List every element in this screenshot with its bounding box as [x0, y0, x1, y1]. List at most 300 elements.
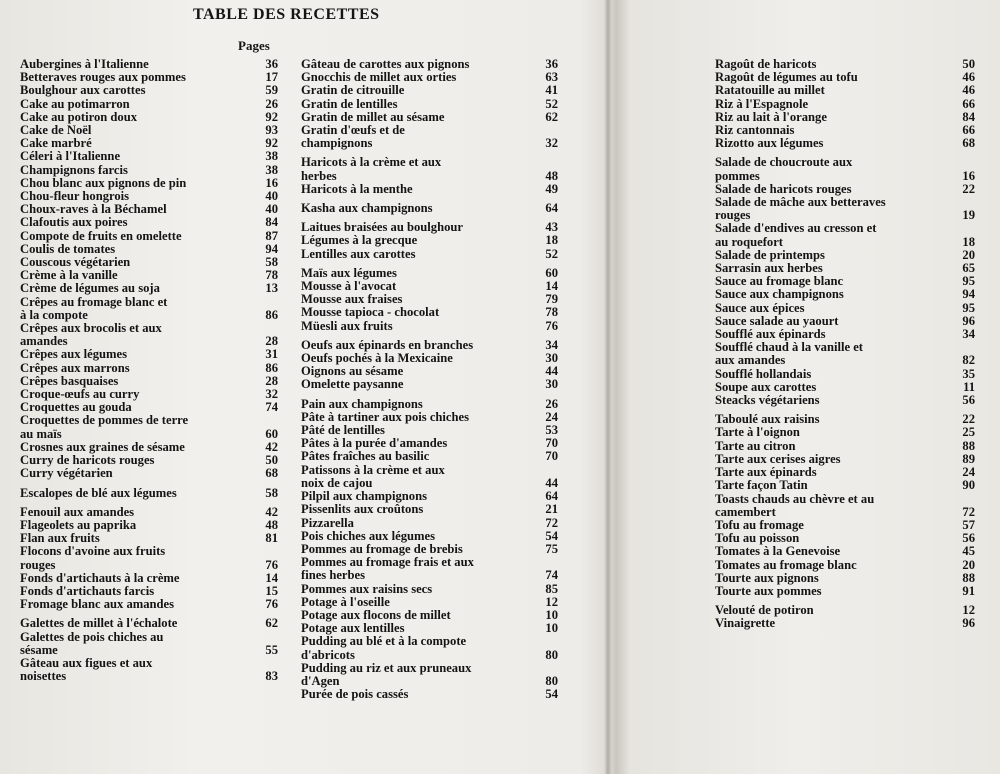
recipe-entry	[20, 467, 278, 480]
recipe-name: Cake au potiron doux	[20, 109, 137, 124]
recipe-name: Salade de mâche aux betteraves rouges	[715, 195, 886, 223]
recipe-name: Croquettes de pommes de terre au maïs	[20, 413, 189, 441]
recipe-name: Ragoût de haricots	[715, 57, 817, 71]
recipe-page-number: 66	[962, 96, 975, 111]
recipe-page-number: 25	[962, 425, 975, 440]
recipe-page-number: 26	[265, 96, 278, 111]
recipe-page-number: 10	[545, 607, 558, 622]
recipe-entry	[20, 362, 278, 375]
recipe-name: Croquettes au gouda	[20, 400, 132, 415]
recipe-page-number: 74	[545, 568, 558, 583]
recipe-page-number: 96	[962, 313, 975, 328]
recipe-page-number: 64	[545, 489, 558, 504]
recipe-entry	[20, 617, 278, 630]
recipe-name: Sauce salade au yaourt	[715, 313, 839, 328]
recipe-name: Aubergines à l'Italienne	[20, 57, 149, 71]
recipe-page-number: 40	[265, 189, 278, 204]
recipe-page-number: 55	[265, 642, 278, 657]
recipe-page-number: 13	[265, 281, 278, 296]
recipe-page-number: 48	[265, 517, 278, 532]
recipe-entry	[301, 635, 558, 661]
recipe-name: Pissenlits aux croûtons	[301, 502, 424, 517]
recipe-page-number: 91	[962, 583, 975, 598]
recipe-page-number: 18	[962, 234, 975, 249]
recipe-page-number: 22	[962, 412, 975, 427]
recipe-name: Toasts chauds au chèvre et au camembert	[715, 491, 875, 519]
recipe-page-number: 32	[545, 136, 558, 151]
recipe-name: Gratin de citrouille	[301, 83, 405, 98]
recipe-name: Riz à l'Espagnole	[715, 96, 809, 111]
recipe-page-number: 52	[545, 96, 558, 111]
recipe-page-number: 79	[545, 292, 558, 307]
recipe-name: Omelette paysanne	[301, 377, 404, 392]
recipe-entry	[715, 137, 975, 150]
pages-column-label: Pages	[238, 38, 270, 53]
recipe-page-number: 42	[265, 439, 278, 454]
recipe-entry	[301, 306, 558, 319]
recipe-page-number: 63	[545, 70, 558, 85]
recipe-name: Sarrasin aux herbes	[715, 261, 823, 276]
recipe-page-number: 14	[265, 570, 278, 585]
recipe-name: Mousse à l'avocat	[301, 279, 397, 294]
recipe-page-number: 60	[265, 426, 278, 441]
recipe-entry	[20, 98, 278, 111]
recipe-name: Compote de fruits en omelette	[20, 228, 182, 243]
recipe-name: Tarte à l'oignon	[715, 425, 800, 440]
recipe-entry	[715, 196, 975, 222]
recipe-page-number: 54	[545, 528, 558, 543]
recipe-page-number: 86	[265, 360, 278, 375]
recipe-page-number: 34	[545, 337, 558, 352]
recipe-name: Laitues braisées au boulghour	[301, 220, 463, 235]
recipe-name: Oignons au sésame	[301, 364, 404, 379]
recipe-entry	[715, 98, 975, 111]
recipe-page-number: 40	[265, 202, 278, 217]
recipe-name: Lentilles aux carottes	[301, 246, 416, 261]
recipe-name: Ratatouille au millet	[715, 83, 825, 98]
recipe-page-number: 50	[265, 453, 278, 468]
recipe-page-number: 12	[962, 603, 975, 618]
recipe-page-number: 80	[545, 647, 558, 662]
recipe-page-number: 12	[545, 594, 558, 609]
recipe-name: Sauce aux épices	[715, 300, 805, 315]
recipe-page-number: 57	[962, 517, 975, 532]
recipe-name: Mousse aux fraises	[301, 292, 403, 307]
recipe-entry	[715, 493, 975, 519]
recipe-entry	[715, 302, 975, 315]
recipe-page-number: 70	[545, 436, 558, 451]
recipe-page-number: 56	[962, 393, 975, 408]
recipe-page-number: 38	[265, 162, 278, 177]
recipe-name: Pizzarella	[301, 515, 354, 530]
recipe-page-number: 46	[962, 83, 975, 98]
recipe-entry	[301, 583, 558, 596]
recipe-name: Gratin d'œufs et de champignons	[301, 123, 405, 151]
recipe-name: Salade d'endives au cresson et au roquefort	[715, 221, 877, 249]
recipe-name: Soupe aux carottes	[715, 379, 817, 394]
recipe-entry	[301, 234, 558, 247]
recipe-entry	[301, 124, 558, 150]
recipe-column-2	[301, 58, 558, 701]
recipe-page-number: 21	[545, 502, 558, 517]
recipe-name: Crêpes aux brocolis et aux amandes	[20, 321, 162, 349]
recipe-name: Pâtes à la purée d'amandes	[301, 436, 448, 451]
recipe-name: Purée de pois cassés	[301, 687, 409, 702]
recipe-page-number: 88	[962, 570, 975, 585]
recipe-entry	[715, 479, 975, 492]
recipe-entry	[301, 464, 558, 490]
recipe-column-3	[715, 58, 975, 631]
recipe-name: Pâte à tartiner aux pois chiches	[301, 409, 470, 424]
recipe-page-number: 89	[962, 451, 975, 466]
recipe-page-number: 56	[962, 531, 975, 546]
recipe-page-number: 74	[265, 400, 278, 415]
recipe-page-number: 43	[545, 220, 558, 235]
recipe-page-number: 58	[265, 485, 278, 500]
recipe-name: Patissons à la crème et aux noix de cajou	[301, 462, 445, 490]
recipe-name: Potage aux flocons de millet	[301, 607, 451, 622]
recipe-name: Croque-œufs au curry	[20, 387, 140, 402]
recipe-entry	[715, 545, 975, 558]
recipe-name: Pois chiches aux légumes	[301, 528, 435, 543]
recipe-page-number: 78	[545, 305, 558, 320]
recipe-name: Choux-raves à la Béchamel	[20, 202, 167, 217]
recipe-name: Cake au potimarron	[20, 96, 130, 111]
recipe-entry	[20, 230, 278, 243]
recipe-name: Tarte aux épinards	[715, 465, 817, 480]
recipe-name: Fenouil aux amandes	[20, 504, 135, 519]
recipe-page-number: 32	[265, 387, 278, 402]
recipe-name: Haricots à la menthe	[301, 181, 413, 196]
recipe-page-number: 84	[962, 109, 975, 124]
recipe-name: Tofu au fromage	[715, 517, 804, 532]
recipe-name: Rizotto aux légumes	[715, 136, 824, 151]
recipe-name: Flan aux fruits	[20, 531, 100, 546]
recipe-entry	[20, 296, 278, 322]
recipe-entry	[715, 617, 975, 630]
recipe-name: Tomates au fromage blanc	[715, 557, 857, 572]
recipe-page-number: 30	[545, 377, 558, 392]
recipe-name: Müesli aux fruits	[301, 318, 393, 333]
recipe-name: Crosnes aux graines de sésame	[20, 439, 185, 454]
recipe-entry	[20, 572, 278, 585]
recipe-page-number: 76	[265, 597, 278, 612]
recipe-page-number: 86	[265, 307, 278, 322]
recipe-name: Galettes de pois chiches au sésame	[20, 629, 164, 657]
recipe-name: Flocons d'avoine aux fruits rouges	[20, 544, 166, 572]
recipe-entry	[301, 688, 558, 701]
recipe-page-number: 76	[265, 557, 278, 572]
recipe-entry	[20, 282, 278, 295]
recipe-entry	[301, 320, 558, 333]
recipe-name: Cake de Noël	[20, 123, 92, 138]
recipe-page-number: 30	[545, 351, 558, 366]
recipe-entry	[301, 517, 558, 530]
recipe-name: Salade de printemps	[715, 247, 825, 262]
recipe-name: Couscous végétarien	[20, 255, 131, 270]
recipe-page-number: 36	[265, 57, 278, 71]
recipe-name: Sauce aux champignons	[715, 287, 844, 302]
recipe-page-number: 48	[545, 168, 558, 183]
recipe-name: Gâteau aux figues et aux noisettes	[20, 655, 153, 684]
recipe-page-number: 78	[265, 268, 278, 283]
recipe-entry	[715, 368, 975, 381]
recipe-name: Pommes aux raisins secs	[301, 581, 433, 596]
recipe-name: Tourte aux pommes	[715, 583, 822, 598]
recipe-name: Crêpes basquaises	[20, 373, 119, 388]
recipe-entry	[715, 222, 975, 248]
recipe-page-number: 96	[962, 616, 975, 631]
recipe-page-number: 93	[265, 123, 278, 138]
recipe-page-number: 72	[545, 515, 558, 530]
recipe-name: Pommes au fromage de brebis	[301, 541, 463, 556]
recipe-name: Clafoutis aux poires	[20, 215, 128, 230]
recipe-entry	[715, 426, 975, 439]
recipe-entry	[301, 596, 558, 609]
recipe-page-number: 62	[545, 109, 558, 124]
recipe-entry	[715, 394, 975, 407]
recipe-name: Salade de haricots rouges	[715, 181, 852, 196]
recipe-page-number: 26	[545, 396, 558, 411]
recipe-page-number: 85	[545, 581, 558, 596]
recipe-page-number: 70	[545, 449, 558, 464]
recipe-name: Pâté de lentilles	[301, 423, 385, 438]
recipe-entry	[20, 506, 278, 519]
recipe-page-number: 84	[265, 215, 278, 230]
recipe-name: Chou blanc aux pignons de pin	[20, 175, 187, 190]
recipe-page-number: 28	[265, 334, 278, 349]
recipe-page-number: 34	[962, 327, 975, 342]
recipe-name: Soufflé hollandais	[715, 366, 812, 381]
recipe-name: Haricots à la crème et aux herbes	[301, 155, 442, 183]
recipe-page-number: 16	[962, 168, 975, 183]
recipe-entry	[301, 450, 558, 463]
recipe-name: Boulghour aux carottes	[20, 83, 146, 98]
recipe-name: Tomates à la Genevoise	[715, 544, 841, 559]
recipe-entry	[20, 322, 278, 348]
recipe-page-number: 65	[962, 261, 975, 276]
recipe-page-number: 94	[962, 287, 975, 302]
recipe-entry	[301, 156, 558, 182]
recipe-page-number: 52	[545, 246, 558, 261]
recipe-entry	[301, 398, 558, 411]
recipe-name: Céleri à l'Italienne	[20, 149, 121, 164]
recipe-page-number: 35	[962, 366, 975, 381]
recipe-page-number: 24	[545, 409, 558, 424]
recipe-entry	[301, 662, 558, 688]
recipe-name: Pain aux champignons	[301, 396, 423, 411]
recipe-name: Oeufs pochés à la Mexicaine	[301, 351, 453, 366]
recipe-name: Ragoût de légumes au tofu	[715, 70, 858, 85]
recipe-name: Crème de légumes au soja	[20, 281, 160, 296]
recipe-name: Gnocchis de millet aux orties	[301, 70, 457, 85]
recipe-entry	[301, 378, 558, 391]
recipe-page-number: 76	[545, 318, 558, 333]
recipe-page-number: 16	[265, 175, 278, 190]
recipe-name: Gâteau de carottes aux pignons	[301, 57, 470, 71]
recipe-name: Fromage blanc aux amandes	[20, 597, 175, 612]
recipe-name: Soufflé aux épinards	[715, 327, 826, 342]
recipe-page-number: 17	[265, 70, 278, 85]
recipe-name: Cake marbré	[20, 136, 92, 151]
recipe-entry	[20, 414, 278, 440]
recipe-entry	[301, 202, 558, 215]
recipe-entry	[301, 248, 558, 261]
recipe-entry	[20, 164, 278, 177]
recipe-name: Pudding au blé et à la compote d'abricots	[301, 634, 467, 662]
recipe-column-1	[20, 58, 278, 683]
recipe-page-number: 10	[545, 621, 558, 636]
recipe-page-number: 82	[962, 353, 975, 368]
recipe-name: Potage à l'oseille	[301, 594, 390, 609]
recipe-name: Crêpes aux marrons	[20, 360, 130, 375]
recipe-page-number: 44	[545, 475, 558, 490]
recipe-entry	[20, 348, 278, 361]
recipe-entry	[301, 98, 558, 111]
recipe-page-number: 64	[545, 201, 558, 216]
recipe-name: Soufflé chaud à la vanille et aux amandes	[715, 340, 863, 368]
recipe-page-number: 18	[545, 233, 558, 248]
recipe-name: Vinaigrette	[715, 616, 776, 631]
recipe-name: Taboulé aux raisins	[715, 412, 820, 427]
recipe-entry	[20, 84, 278, 97]
page-title: TABLE DES RECETTES	[193, 6, 380, 23]
recipe-page-number: 49	[545, 181, 558, 196]
recipe-page-number: 95	[962, 274, 975, 289]
recipe-page-number: 42	[265, 504, 278, 519]
recipe-entry	[715, 585, 975, 598]
recipe-page-number: 90	[962, 478, 975, 493]
recipe-entry	[715, 156, 975, 182]
recipe-page-number: 68	[265, 466, 278, 481]
recipe-name: Maïs aux légumes	[301, 265, 397, 280]
recipe-page-number: 22	[962, 181, 975, 196]
recipe-name: Curry de haricots rouges	[20, 453, 155, 468]
recipe-name: Fonds d'artichauts à la crème	[20, 570, 180, 585]
recipe-page-number: 66	[962, 123, 975, 138]
recipe-entry	[715, 341, 975, 367]
recipe-page-number: 28	[265, 373, 278, 388]
recipe-page-number: 15	[265, 583, 278, 598]
recipe-name: Tofu au poisson	[715, 531, 800, 546]
recipe-page-number: 62	[265, 616, 278, 631]
recipe-page-number: 54	[545, 687, 558, 702]
recipe-page-number: 53	[545, 423, 558, 438]
recipe-page-number: 20	[962, 557, 975, 572]
recipe-name: Riz cantonnais	[715, 123, 795, 138]
recipe-entry	[715, 559, 975, 572]
recipe-page-number: 60	[545, 265, 558, 280]
recipe-name: Escalopes de blé aux légumes	[20, 485, 177, 500]
recipe-page-number: 80	[545, 673, 558, 688]
recipe-entry	[715, 84, 975, 97]
recipe-page-number: 50	[962, 57, 975, 71]
recipe-name: Gratin de millet au sésame	[301, 109, 445, 124]
recipe-name: Sauce au fromage blanc	[715, 274, 844, 289]
recipe-page-number: 20	[962, 247, 975, 262]
recipe-page-number: 41	[545, 83, 558, 98]
recipe-name: Galettes de millet à l'échalote	[20, 616, 178, 631]
recipe-entry	[301, 556, 558, 582]
recipe-page-number: 46	[962, 70, 975, 85]
recipe-page-number: 72	[962, 504, 975, 519]
recipe-name: Riz au lait à l'orange	[715, 109, 827, 124]
recipe-name: Gratin de lentilles	[301, 96, 398, 111]
recipe-name: Pâtes fraîches au basilic	[301, 449, 430, 464]
recipe-entry	[715, 572, 975, 585]
recipe-name: Crème à la vanille	[20, 268, 118, 283]
recipe-page-number: 59	[265, 83, 278, 98]
book-gutter	[604, 0, 612, 774]
recipe-name: Mousse tapioca - chocolat	[301, 305, 440, 320]
recipe-entry	[301, 183, 558, 196]
recipe-name: Crêpes aux légumes	[20, 347, 128, 362]
recipe-page-number: 88	[962, 438, 975, 453]
recipe-page-number: 38	[265, 149, 278, 164]
recipe-name: Champignons farcis	[20, 162, 128, 177]
recipe-entry	[715, 440, 975, 453]
recipe-page-number: 83	[265, 669, 278, 684]
recipe-name: Pudding au riz et aux pruneaux d'Agen	[301, 660, 472, 688]
recipe-name: Potage aux lentilles	[301, 621, 405, 636]
recipe-page-number: 19	[962, 208, 975, 223]
recipe-name: Betteraves rouges aux pommes	[20, 70, 186, 85]
recipe-name: Tarte au citron	[715, 438, 796, 453]
recipe-entry	[20, 150, 278, 163]
recipe-page-number: 95	[962, 300, 975, 315]
recipe-name: Oeufs aux épinards en branches	[301, 337, 474, 352]
recipe-name: Tarte façon Tatin	[715, 478, 808, 493]
recipe-page-number: 94	[265, 241, 278, 256]
recipe-page-number: 58	[265, 255, 278, 270]
recipe-entry	[20, 657, 278, 683]
recipe-entry	[301, 530, 558, 543]
recipe-entry	[20, 598, 278, 611]
recipe-name: Crêpes au fromage blanc et à la compote	[20, 294, 168, 322]
recipe-entry	[20, 631, 278, 657]
recipe-name: Chou-fleur hongrois	[20, 189, 130, 204]
recipe-page-number: 68	[962, 136, 975, 151]
recipe-name: Salade de choucroute aux pommes	[715, 155, 853, 183]
recipe-name: Fonds d'artichauts farcis	[20, 583, 155, 598]
recipe-name: Velouté de potiron	[715, 603, 814, 618]
recipe-page-number: 24	[962, 465, 975, 480]
recipe-name: Kasha aux champignons	[301, 201, 433, 216]
recipe-page-number: 87	[265, 228, 278, 243]
recipe-page-number: 92	[265, 109, 278, 124]
recipe-entry	[715, 288, 975, 301]
recipe-name: Flageolets au paprika	[20, 517, 137, 532]
recipe-name: Tourte aux pignons	[715, 570, 819, 585]
recipe-page-number: 75	[545, 541, 558, 556]
recipe-name: Tarte aux cerises aigres	[715, 451, 841, 466]
recipe-page-number: 11	[963, 379, 975, 394]
recipe-page-number: 36	[545, 57, 558, 71]
recipe-page-number: 45	[962, 544, 975, 559]
recipe-page-number: 92	[265, 136, 278, 151]
recipe-name: Steacks végétariens	[715, 393, 820, 408]
recipe-page-number: 14	[545, 279, 558, 294]
recipe-entry	[301, 503, 558, 516]
recipe-name: Pilpil aux champignons	[301, 489, 427, 504]
recipe-page-number: 44	[545, 364, 558, 379]
recipe-page-number: 81	[265, 531, 278, 546]
recipe-name: Légumes à la grecque	[301, 233, 418, 248]
recipe-name: Coulis de tomates	[20, 241, 116, 256]
recipe-entry	[301, 84, 558, 97]
recipe-name: Pommes au fromage frais et aux fines herbes	[301, 555, 474, 583]
recipe-entry	[20, 487, 278, 500]
